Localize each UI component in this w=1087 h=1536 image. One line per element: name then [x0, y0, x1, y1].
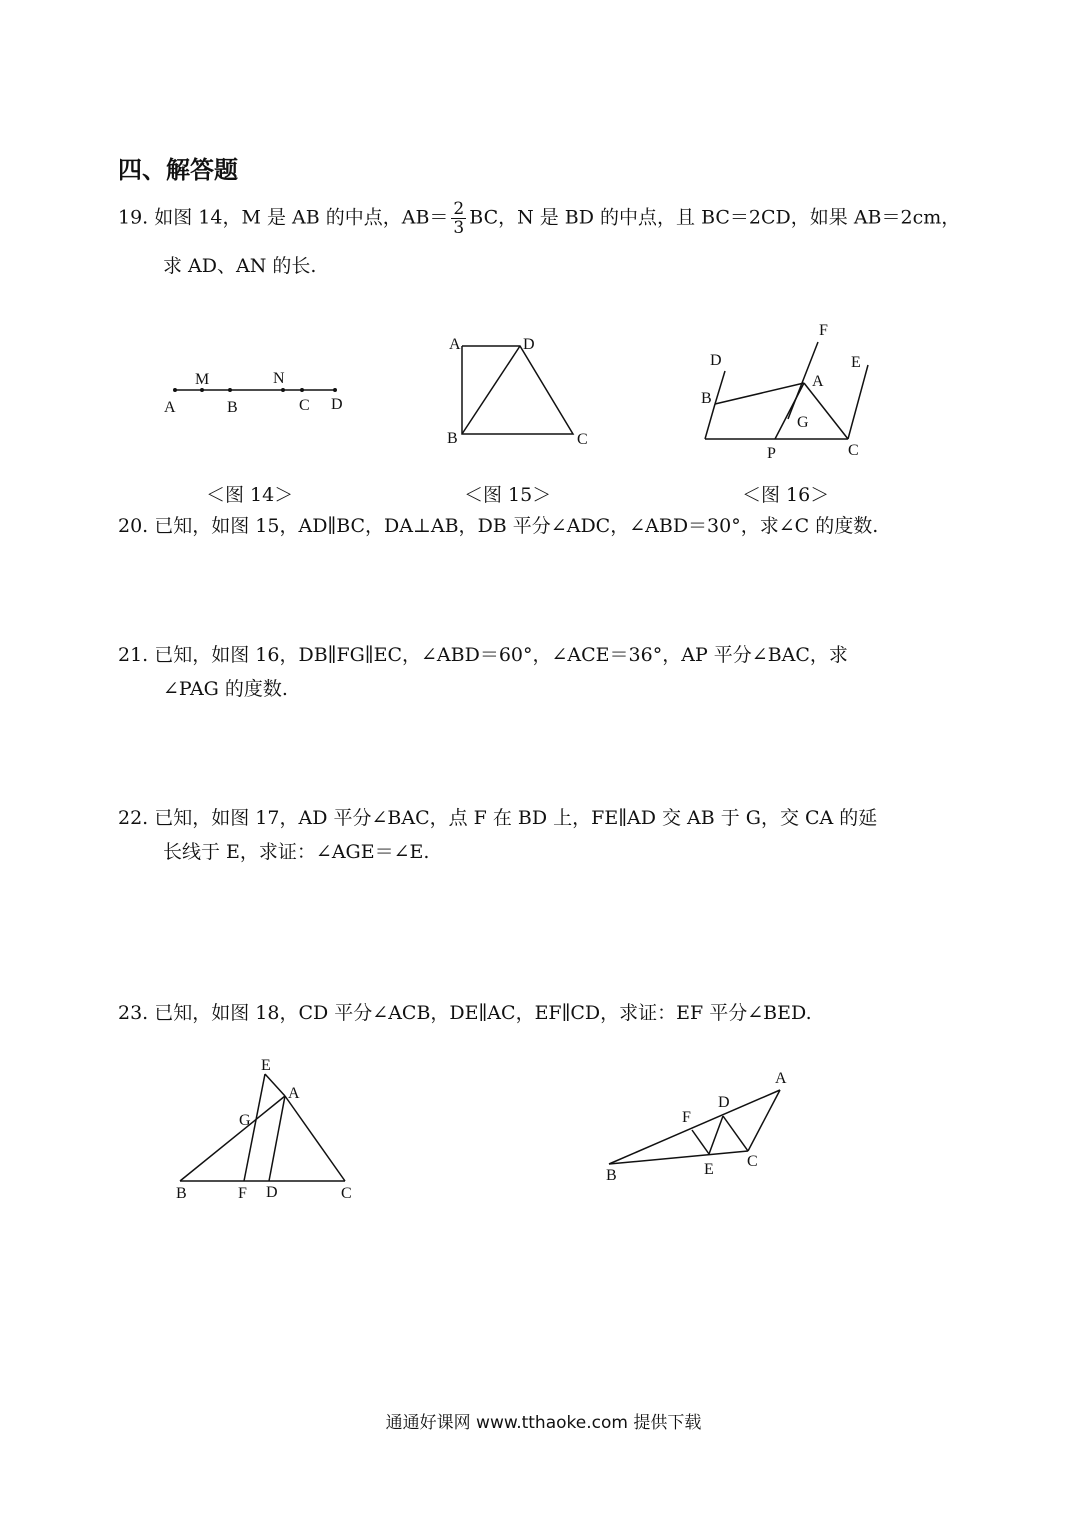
fig16-label-A: A [812, 373, 824, 390]
figure-14 [150, 360, 360, 420]
figure-15 [440, 325, 600, 455]
section-title: 四、解答题 [118, 156, 238, 184]
fig14-point-B [228, 388, 232, 392]
fig17-label-E: E [261, 1057, 271, 1074]
fig15-label-C: C [577, 431, 588, 448]
fig14-label-A: A [164, 399, 176, 416]
fig16-caption: ＜图 16＞ [742, 484, 830, 506]
fig18-line-DC [723, 1116, 748, 1151]
fig15-quadrilateral [462, 346, 573, 434]
fig15-diagonal-BD [462, 346, 520, 434]
fig14-point-C [300, 388, 304, 392]
fig16-ray-BD [715, 371, 725, 404]
question-22-line2: 长线于 E，求证：∠AGE＝∠E. [163, 841, 430, 863]
fig17-label-G: G [239, 1112, 251, 1129]
q19-frac-num: 2 [453, 199, 465, 219]
fig17-label-C: C [341, 1185, 352, 1202]
question-20: 20. 已知，如图 15，AD∥BC，DA⊥AB，DB 平分∠ADC，∠ABD＝30°，求∠C 的度数. [118, 515, 879, 537]
fig18-line-FE [692, 1130, 709, 1154]
fig16-label-F: F [819, 322, 828, 339]
fig18-label-B: B [606, 1167, 617, 1184]
fig16-label-D: D [710, 352, 722, 369]
fig14-point-A [173, 388, 177, 392]
fig18-line-AC [748, 1090, 780, 1151]
fig16-label-C: C [848, 442, 859, 459]
fig14-label-D: D [331, 396, 343, 413]
fig17-label-F: F [238, 1185, 247, 1202]
fig14-point-N [281, 388, 285, 392]
figure-16 [690, 315, 890, 465]
q19-frac-den: 3 [453, 218, 465, 238]
question-21-line2: ∠PAG 的度数. [163, 678, 288, 700]
fig16-label-E: E [851, 354, 861, 371]
q19-fraction [451, 200, 466, 237]
fig15-label-A: A [449, 336, 461, 353]
q19-text-after: BC，N 是 BD 的中点，且 BC＝2CD，如果 AB＝2cm， [469, 206, 961, 229]
question-23: 23. 已知，如图 18，CD 平分∠ACB，DE∥AC，EF∥CD，求证：EF 平分∠BED. [118, 1002, 812, 1024]
fig16-line-BA [715, 383, 804, 404]
fig15-label-D: D [523, 336, 535, 353]
fig17-line-AE [265, 1074, 285, 1096]
fig16-label-G: G [797, 414, 809, 431]
fig17-label-B: B [176, 1185, 187, 1202]
fig17-line-AC [285, 1096, 345, 1181]
fig16-line-AC [804, 383, 848, 439]
fig14-label-B: B [227, 399, 238, 416]
fig16-line-B-bottom [705, 404, 715, 439]
fig14-label-M: M [195, 371, 210, 388]
question-21-line1: 21. 已知，如图 16，DB∥FG∥EC，∠ABD＝60°，∠ACE＝36°，AP 平分∠BAC，求 [118, 644, 848, 666]
question-19-line2: 求 AD、AN 的长. [163, 255, 317, 277]
fig17-line-AD [269, 1096, 285, 1181]
figure-18 [595, 1060, 805, 1190]
fig18-label-C: C [747, 1153, 758, 1170]
fig18-label-A: A [775, 1070, 787, 1087]
fig16-label-B: B [701, 390, 712, 407]
fig14-label-N: N [273, 370, 285, 387]
fig16-label-P: P [767, 445, 776, 462]
fig17-label-D: D [266, 1184, 278, 1201]
fig14-point-D [333, 388, 337, 392]
fig15-label-B: B [447, 430, 458, 447]
footer-source: 通通好课网 www.tthaoke.com 提供下载 [385, 1413, 702, 1433]
fig18-label-D: D [718, 1094, 730, 1111]
fig17-line-BA [180, 1096, 285, 1181]
fig18-line-DE [709, 1116, 723, 1154]
figure-17 [160, 1050, 370, 1210]
fig17-label-A: A [288, 1085, 300, 1102]
fig14-caption: ＜图 14＞ [206, 484, 294, 506]
fig15-caption: ＜图 15＞ [464, 484, 552, 506]
question-19-line1 [118, 200, 960, 237]
fig14-label-C: C [299, 397, 310, 414]
fig18-label-F: F [682, 1109, 691, 1126]
question-22-line1: 22. 已知，如图 17，AD 平分∠BAC，点 F 在 BD 上，FE∥AD 交 AB 于 G，交 CA 的延 [118, 807, 878, 829]
q19-text-before: 19. 如图 14，M 是 AB 的中点，AB＝ [118, 206, 449, 229]
fig18-label-E: E [704, 1161, 714, 1178]
fig14-point-M [200, 388, 204, 392]
fig16-ray-CE [848, 365, 868, 439]
fig18-line-BC [609, 1151, 748, 1164]
